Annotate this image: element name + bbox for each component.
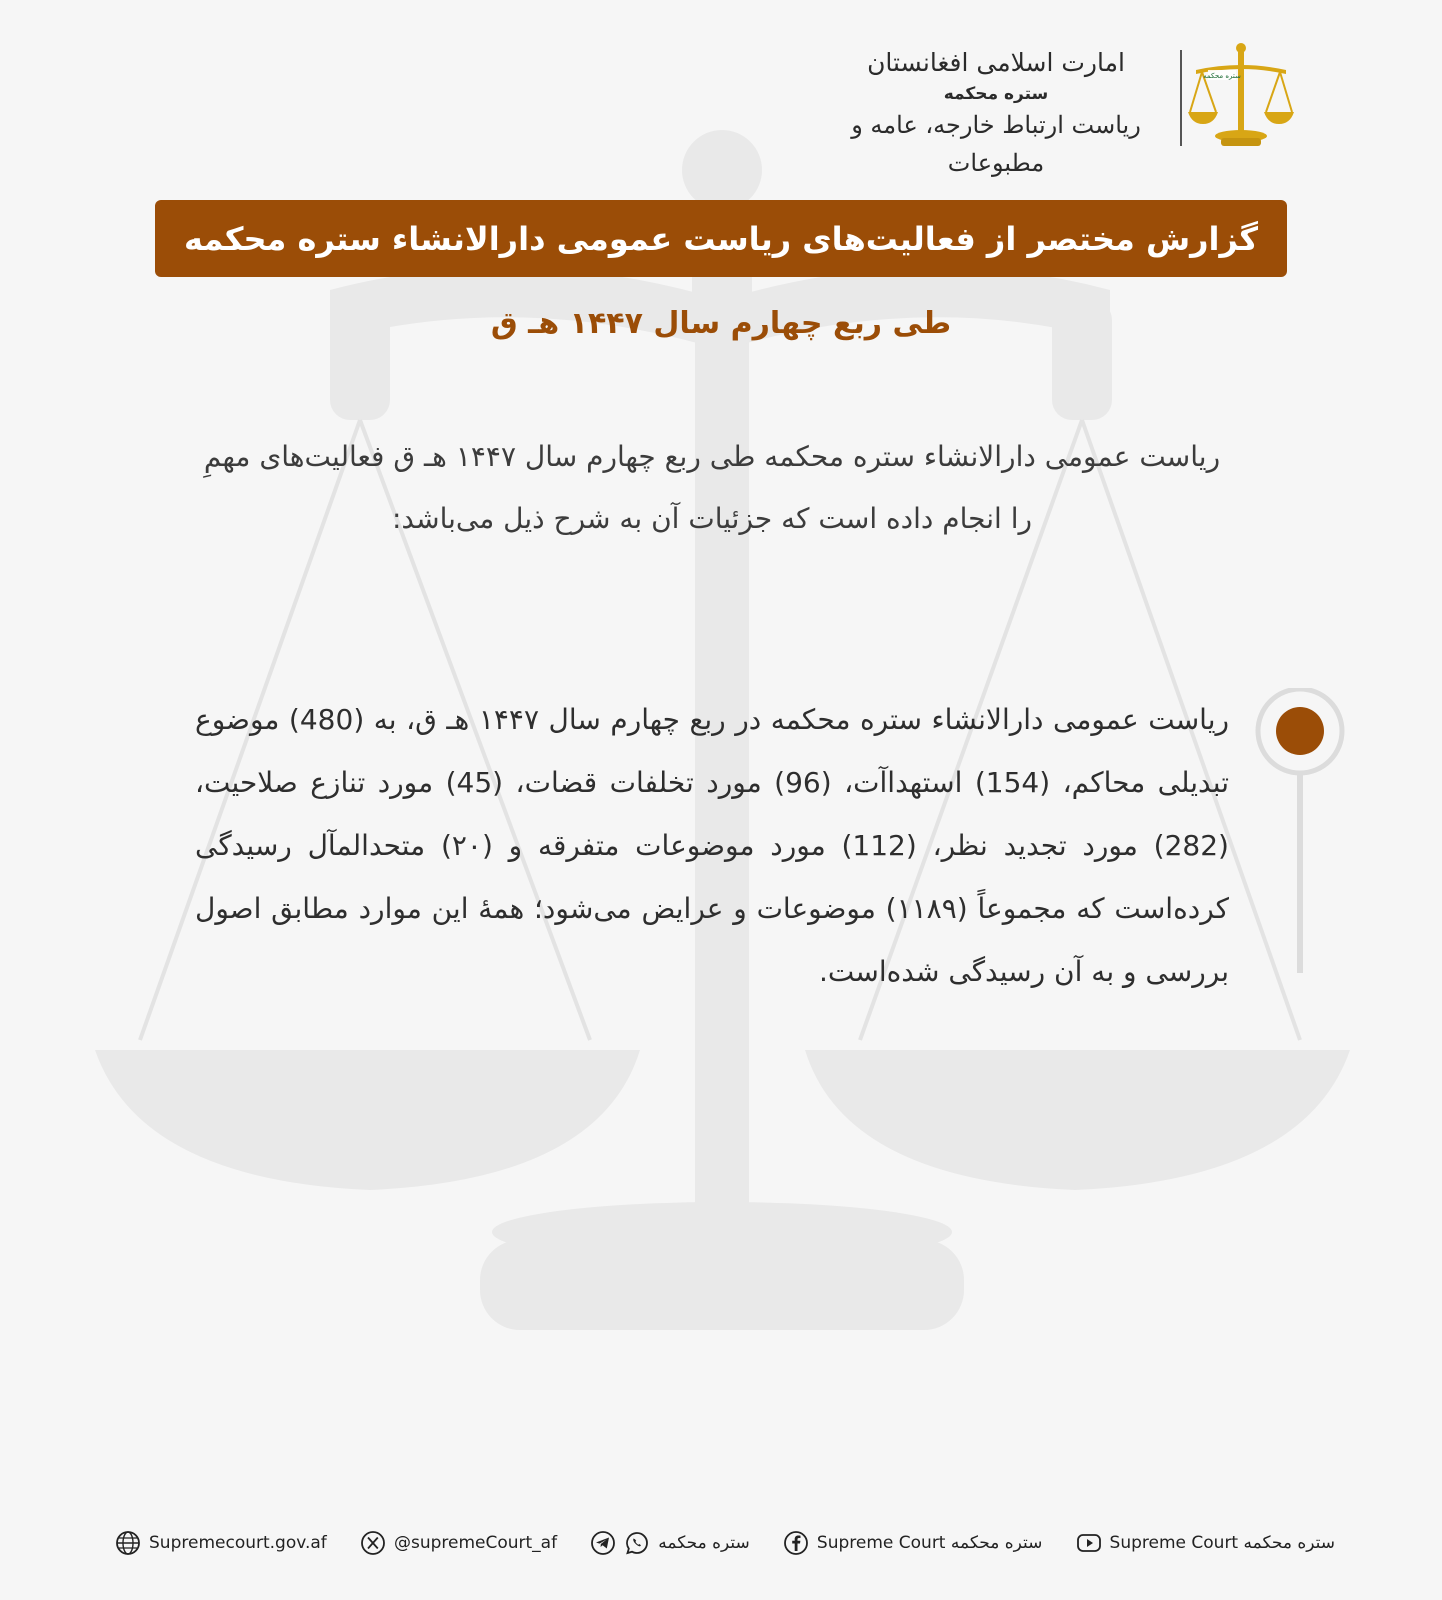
footer-social-links xyxy=(115,1526,1335,1560)
footer-x[interactable] xyxy=(360,1530,557,1556)
footer-facebook[interactable] xyxy=(783,1530,1042,1556)
court-name: ستره محکمه xyxy=(943,84,1049,104)
scales-of-justice-icon xyxy=(1188,40,1294,150)
globe-icon xyxy=(115,1530,141,1556)
department-name: ریاست ارتباط خارجه، عامه و مطبوعات xyxy=(851,111,1141,177)
footer-messaging[interactable] xyxy=(590,1530,749,1556)
telegram-icon xyxy=(590,1530,616,1556)
brand-text xyxy=(826,44,1166,182)
report-title: گزارش مختصر از فعالیت‌های ریاست عمومی دارالانشاء ستره محکمه xyxy=(183,219,1259,258)
report-subtitle: طی ربع چهارم سال ۱۴۴۷ هـ ق xyxy=(490,306,952,341)
bullet-marker xyxy=(1252,688,1348,988)
x-icon xyxy=(360,1530,386,1556)
intro-paragraph: ریاست عمومی دارالانشاء ستره محکمه طی ربع چهارم سال ۱۴۴۷ هـ ق فعالیت‌های مهمِ را انجام داده است که جزئیات آن به شرح ذیل می‌باشد: xyxy=(203,440,1221,535)
activity-summary-paragraph: ریاست عمومی دارالانشاء ستره محکمه در ربع چهارم سال ۱۴۴۷ هـ ق، به (480) موضوع تبدیلی محاکم، (154) استهداآت، (96) مورد تخلفات قضات، (45) مورد تنازع صلاحیت، (282) مورد تجدید نظر، (112) مورد موضوعات متفرقه و (۲۰) متحدالمآل رسیدگی کرده‌است که مجموعاً (۱۱۸۹) موضوعات و عرایض می‌شود؛ همهٔ این موارد مطابق اصول بررسی و به آن رسیدگی شده‌است. xyxy=(195,703,1230,988)
website-link: Supremecourt.gov.af xyxy=(149,1533,327,1553)
facebook-icon xyxy=(783,1530,809,1556)
emirate-name: امارت اسلامی افغانستان xyxy=(867,48,1125,77)
messaging-label: ستره محکمه xyxy=(658,1533,750,1553)
facebook-label: ستره محکمه Supreme Court xyxy=(816,1533,1043,1553)
header-divider xyxy=(1180,50,1182,146)
brand-header xyxy=(851,44,1294,177)
youtube-icon xyxy=(1076,1530,1102,1556)
report-title-bar xyxy=(155,200,1287,277)
logo-label: ستره محکمه xyxy=(1203,72,1241,80)
youtube-label: ستره محکمه Supreme Court xyxy=(1109,1533,1335,1553)
x-handle: @supremeCourt_af xyxy=(393,1533,558,1553)
whatsapp-icon xyxy=(624,1530,650,1556)
footer-website[interactable] xyxy=(115,1530,327,1556)
footer-youtube[interactable] xyxy=(1076,1530,1335,1556)
